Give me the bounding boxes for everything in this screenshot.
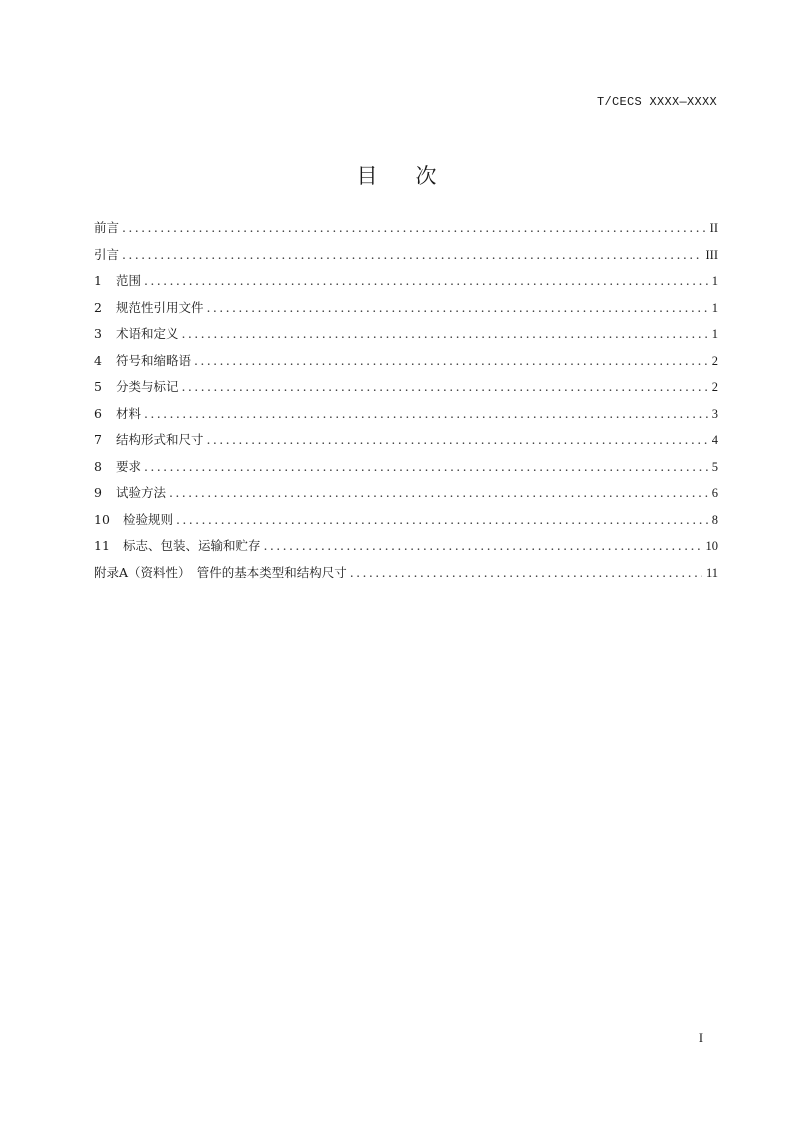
toc-entry-label: 规范性引用文件 xyxy=(116,299,204,315)
toc-entry-inspection-rules[interactable] xyxy=(94,510,718,537)
toc-entry-structure-dimensions[interactable] xyxy=(94,430,718,457)
toc-entry-introduction[interactable] xyxy=(94,245,718,272)
toc-entry-test-methods[interactable] xyxy=(94,483,718,510)
toc-entry-marking-packaging-transport-storage[interactable] xyxy=(94,536,718,563)
toc-entry-appendix-a[interactable] xyxy=(94,563,718,590)
toc-leader-dots xyxy=(169,485,708,500)
toc-entry-page: 3 xyxy=(711,406,718,421)
toc-entry-page: 5 xyxy=(711,459,718,474)
toc-entry-label: 引言 xyxy=(94,246,120,262)
toc-leader-dots xyxy=(144,459,708,474)
toc-entry-label: 标志、包装、运输和贮存 xyxy=(123,538,261,553)
toc-entry-page: III xyxy=(705,247,718,262)
toc-leader-dots xyxy=(207,300,708,315)
page-number: I xyxy=(698,1031,703,1045)
toc-entry-page: 1 xyxy=(711,327,718,341)
toc-entry-number: 6 xyxy=(94,405,102,421)
toc-entry-number: 2 xyxy=(94,299,102,315)
toc-entry-materials[interactable] xyxy=(94,404,718,431)
toc-entry-label: 分类与标记 xyxy=(116,379,179,394)
toc-entry-page: 2 xyxy=(711,380,718,394)
toc-title: 目次 xyxy=(356,164,475,188)
toc-entry-label: 附录A（资料性） 管件的基本类型和结构尺寸 xyxy=(94,564,347,580)
toc-entry-number: 8 xyxy=(94,458,102,474)
toc-entry-page: 8 xyxy=(711,512,718,527)
toc-entry-number: 9 xyxy=(94,485,102,500)
toc-entry-symbols-abbreviations[interactable] xyxy=(94,351,718,378)
document-code: T/CECS XXXX—XXXX xyxy=(596,95,717,109)
toc-entry-page: 10 xyxy=(705,539,718,553)
toc-entry-scope[interactable] xyxy=(94,271,718,298)
toc-entry-label: 材料 xyxy=(116,405,142,421)
toc-entry-number: 3 xyxy=(94,326,102,341)
toc-entry-number: 10 xyxy=(94,511,110,527)
toc-entry-terms-definitions[interactable] xyxy=(94,324,718,351)
toc-entry-page: 1 xyxy=(711,300,718,315)
toc-leader-dots xyxy=(182,326,708,341)
toc-entry-label: 前言 xyxy=(94,220,120,235)
toc-entry-label: 结构形式和尺寸 xyxy=(116,432,204,447)
toc-leader-dots xyxy=(207,432,708,447)
toc-leader-dots xyxy=(144,273,708,288)
toc-entry-page: 4 xyxy=(711,433,718,447)
toc-entry-page: II xyxy=(709,221,718,235)
toc-leader-dots xyxy=(194,353,708,368)
toc-entry-number: 5 xyxy=(94,379,102,394)
toc-entry-label: 范围 xyxy=(116,273,142,288)
toc-entry-number: 11 xyxy=(94,538,110,553)
toc-entry-classification-marking[interactable] xyxy=(94,377,718,404)
toc-entry-page: 11 xyxy=(705,565,718,580)
toc-entry-label: 要求 xyxy=(116,458,142,474)
toc-entry-label: 符号和缩略语 xyxy=(116,352,192,368)
toc-entry-label: 试验方法 xyxy=(116,485,167,500)
toc-leader-dots xyxy=(122,247,701,262)
toc-leader-dots xyxy=(144,406,708,421)
toc-leader-dots xyxy=(182,379,708,394)
toc-entry-label: 检验规则 xyxy=(123,511,174,527)
toc-leader-dots xyxy=(122,220,706,235)
toc-entry-label: 术语和定义 xyxy=(116,326,179,341)
toc-entry-foreword[interactable] xyxy=(94,218,718,245)
toc-entry-page: 6 xyxy=(711,486,718,500)
toc-entry-number: 4 xyxy=(94,352,102,368)
toc-leader-dots xyxy=(350,565,702,580)
toc-entry-requirements[interactable] xyxy=(94,457,718,484)
table-of-contents xyxy=(94,218,718,589)
toc-entry-normative-references[interactable] xyxy=(94,298,718,325)
toc-entry-number: 7 xyxy=(94,432,102,447)
toc-leader-dots xyxy=(264,538,702,553)
toc-entry-page: 2 xyxy=(711,353,718,368)
toc-entry-page: 1 xyxy=(711,274,718,288)
toc-leader-dots xyxy=(176,512,708,527)
toc-entry-number: 1 xyxy=(94,273,102,288)
